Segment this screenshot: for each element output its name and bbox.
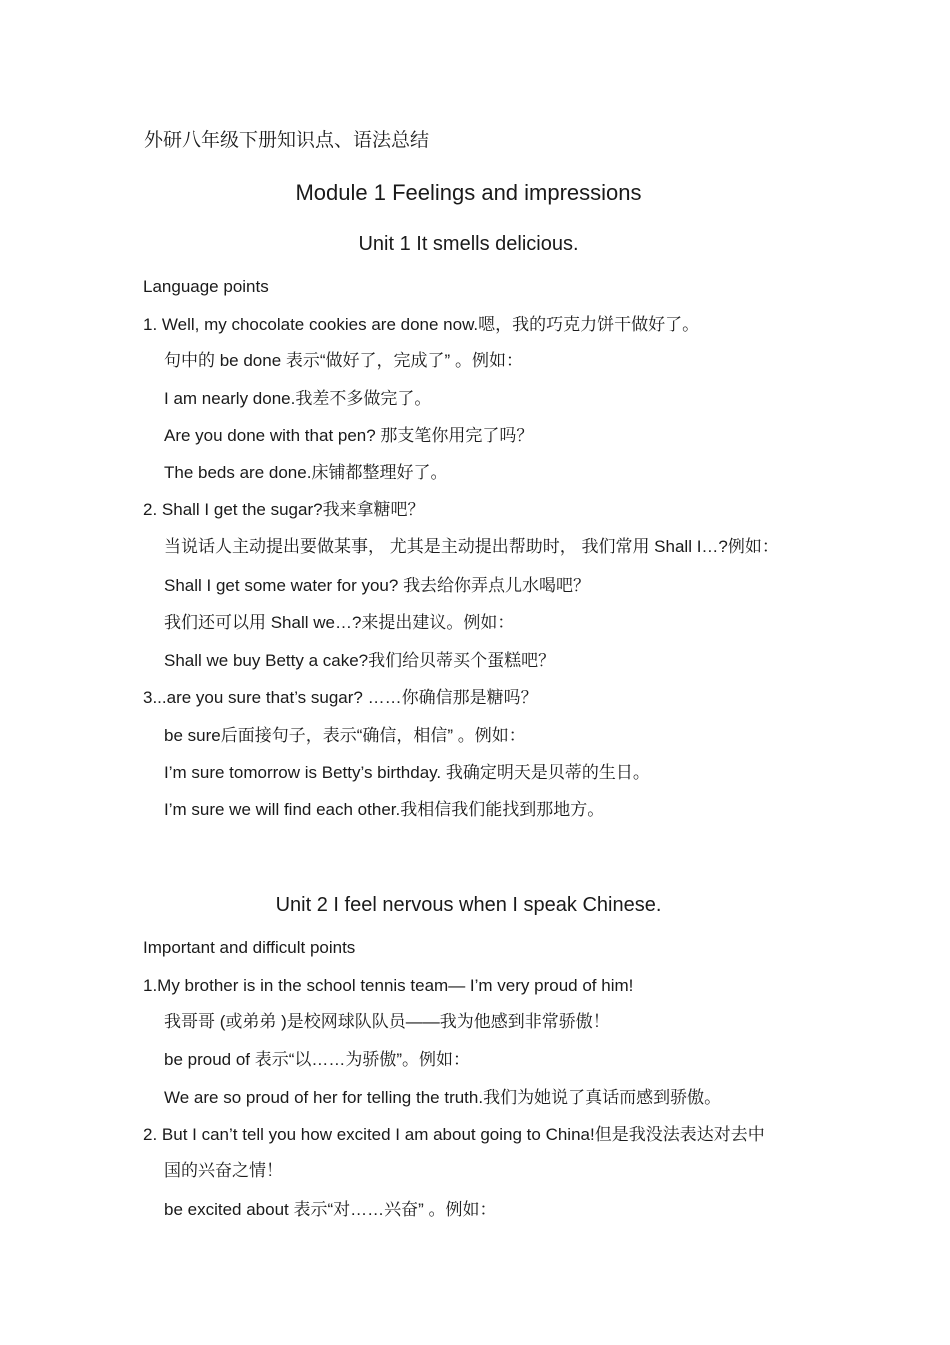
unit-1-example: I’m sure we will find each other.我相信我们能找到那地方。	[164, 800, 605, 819]
unit-1-explanation: 句中的 be done 表示“做好了，完成了” 。例如：	[164, 351, 523, 370]
unit-1-example: I’m sure tomorrow is Betty’s birthday. 我确定明天是贝蒂的生日。	[164, 763, 650, 782]
unit-1-point-3: 3...are you sure that’s sugar? ……你确信那是糖吗？	[143, 688, 538, 707]
unit-2-explanation: be excited about 表示“对……兴奋” 。例如：	[164, 1200, 497, 1219]
unit-1-point-2: 2. Shall I get the sugar?我来拿糖吧？	[143, 500, 425, 519]
unit-2-point-1: 1.My brother is in the school tennis team— I’m very proud of him!	[143, 976, 634, 995]
unit-1-example: I am nearly done.我差不多做完了。	[164, 389, 432, 408]
unit-1-explanation: be sure后面接句子，表示“确信，相信” 。例如：	[164, 726, 526, 745]
unit-1-section-heading: Language points	[143, 277, 269, 296]
unit-2-example: We are so proud of her for telling the truth.我们为她说了真话而感到骄傲。	[164, 1088, 722, 1107]
unit-1-explanation: 当说话人主动提出要做某事， 尤其是主动提出帮助时， 我们常用 Shall I…?例如：	[164, 537, 779, 556]
unit-1-title: Unit 1 It smells delicious.	[358, 233, 579, 255]
unit-2-point-2-continued: 国的兴奋之情！	[164, 1161, 283, 1180]
unit-1-example: Shall I get some water for you? 我去给你弄点儿水喝吧？	[164, 576, 591, 595]
document-title: 外研八年级下册知识点、语法总结	[144, 130, 430, 151]
unit-1-example: The beds are done.床铺都整理好了。	[164, 463, 448, 482]
unit-1-example: Are you done with that pen? 那支笔你用完了吗？	[164, 426, 534, 445]
unit-1-explanation: 我们还可以用 Shall we…?来提出建议。例如：	[164, 613, 515, 632]
unit-1-point-1: 1. Well, my chocolate cookies are done now.嗯，我的巧克力饼干做好了。	[143, 315, 700, 334]
unit-2-title: Unit 2 I feel nervous when I speak Chinese.	[275, 894, 662, 916]
unit-2-explanation: be proud of 表示“以……为骄傲”。例如：	[164, 1050, 471, 1069]
module-title: Module 1 Feelings and impressions	[295, 180, 642, 205]
unit-2-section-heading: Important and difficult points	[143, 938, 356, 957]
unit-2-point-2: 2. But I can’t tell you how excited I am about going to China!但是我没法表达对去中	[143, 1125, 765, 1144]
unit-2-translation: 我哥哥 (或弟弟 )是校网球队队员——我为他感到非常骄傲！	[164, 1012, 610, 1031]
unit-1-example: Shall we buy Betty a cake?我们给贝蒂买个蛋糕吧？	[164, 651, 556, 670]
